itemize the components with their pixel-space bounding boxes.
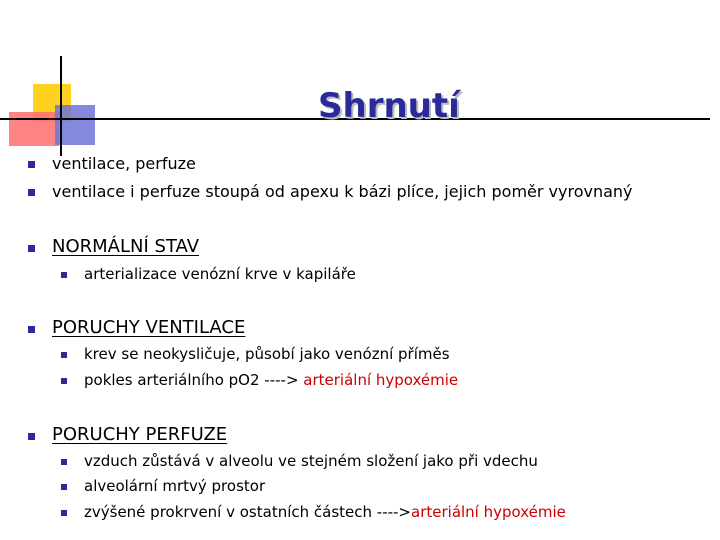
section-heading — [0, 317, 720, 343]
section-heading — [0, 236, 720, 262]
highlight-text: arteriální hypoxémie — [303, 371, 459, 389]
bullet-item — [0, 154, 720, 176]
sub-bullet-item — [0, 371, 720, 393]
bullet-square-icon — [61, 484, 67, 490]
section-heading-text: PORUCHY VENTILACE — [52, 317, 246, 338]
sub-bullet-text: pokles arteriálního pO2 ----> — [84, 371, 304, 389]
bullet-square-icon — [28, 161, 35, 168]
bullet-square-icon — [28, 189, 35, 196]
sub-bullet-item — [0, 452, 720, 474]
sub-bullet-text: arterializace venózní krve v kapiláře — [84, 265, 356, 283]
sub-bullet-text: vzduch zůstává v alveolu ve stejném složení jako při vdechu — [84, 452, 538, 470]
bullet-square-icon — [28, 326, 35, 333]
sub-bullet-text: krev se neokysličuje, působí jako venózní příměs — [84, 345, 450, 363]
sub-bullet-text: alveolární mrtvý prostor — [84, 477, 266, 495]
slide-title: Shrnutí — [318, 86, 460, 126]
section-heading — [0, 424, 720, 450]
sub-bullet-item — [0, 345, 720, 367]
bullet-text: ventilace, perfuze — [52, 154, 196, 173]
section-heading-text: PORUCHY PERFUZE — [52, 424, 228, 445]
bullet-text: ventilace i perfuze stoupá od apexu k bázi plíce, jejich poměr vyrovnaný — [52, 182, 633, 201]
sub-bullet-item — [0, 503, 720, 525]
sub-bullet-text: zvýšené prokrvení v ostatních částech ----> — [84, 503, 412, 521]
section-heading-text: NORMÁLNÍ STAV — [52, 236, 200, 257]
bullet-item — [0, 182, 720, 204]
bullet-square-icon — [61, 459, 67, 465]
sub-bullet-item — [0, 265, 720, 287]
sub-bullet-item — [0, 477, 720, 499]
bullet-square-icon — [61, 272, 67, 278]
bullet-square-icon — [61, 510, 67, 516]
decor-vertical-line — [60, 56, 62, 156]
bullet-square-icon — [61, 378, 67, 384]
bullet-square-icon — [28, 433, 35, 440]
bullet-square-icon — [61, 352, 67, 358]
bullet-square-icon — [28, 245, 35, 252]
highlight-text: arteriální hypoxémie — [411, 503, 566, 521]
